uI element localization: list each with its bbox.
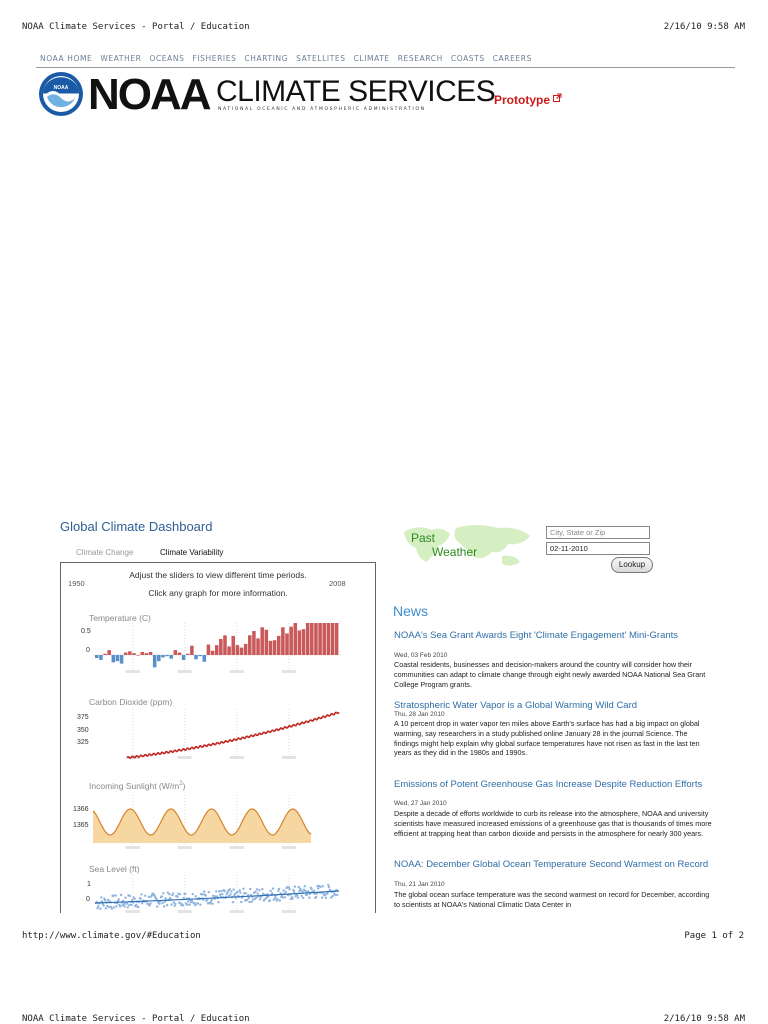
sea-level-point (205, 894, 207, 896)
past-weather-label-2: Weather (432, 545, 478, 559)
sea-level-point (240, 901, 242, 903)
top-nav (40, 54, 532, 63)
news-item-date: Thu, 28 Jan 2010 (394, 711, 445, 718)
co2-graph[interactable] (93, 709, 341, 761)
temperature-bar (248, 635, 252, 655)
sea-level-point (302, 897, 304, 899)
sea-level-point (294, 885, 296, 887)
temperature-bar (273, 640, 277, 655)
temperature-bar (335, 623, 339, 655)
sea-level-point (249, 888, 251, 890)
decade-mark (282, 670, 296, 673)
sea-level-point (131, 899, 133, 901)
sea-level-point (128, 904, 130, 906)
co2-tick-325: 325 (77, 739, 89, 746)
decade-mark (230, 910, 244, 913)
sea-level-point (319, 886, 321, 888)
sea-level-point (113, 906, 115, 908)
temperature-tick-0: 0 (86, 647, 90, 654)
temperature-bar (285, 633, 289, 655)
temperature-bar (198, 655, 202, 656)
sea-level-point (108, 906, 110, 908)
sea-level-point (208, 891, 210, 893)
sea-level-point (279, 899, 281, 901)
sunlight-tick-1366: 1366 (73, 806, 89, 813)
co2-graph-title: Carbon Dioxide (ppm) (89, 697, 173, 707)
sea-level-point (162, 892, 164, 894)
year-start-label: 1950 (68, 579, 85, 588)
temperature-bar (153, 655, 157, 667)
sea-level-point (276, 898, 278, 900)
sea-level-point (288, 888, 290, 890)
sea-level-point (232, 901, 234, 903)
sea-level-point (271, 892, 273, 894)
temperature-bar (211, 651, 215, 655)
sea-level-point (297, 897, 299, 899)
sea-level-point (112, 894, 114, 896)
sunlight-area (93, 809, 311, 843)
sea-level-point (215, 890, 217, 892)
prototype-label: Prototype (494, 93, 551, 107)
sea-level-point (269, 899, 271, 901)
temperature-bar (244, 644, 248, 655)
sea-level-tick-0: 0 (86, 896, 90, 903)
noaa-seal-icon[interactable] (38, 71, 84, 117)
sea-level-point (192, 893, 194, 895)
temperature-bar (289, 627, 293, 655)
temperature-bar (128, 651, 132, 655)
sea-level-point (186, 904, 188, 906)
temperature-bar (112, 655, 116, 662)
sea-level-point (267, 896, 269, 898)
sea-level-point (161, 895, 163, 897)
decade-mark (230, 670, 244, 673)
temperature-bar (194, 655, 198, 659)
print-header-title-page2: NOAA Climate Services - Portal / Education (22, 1014, 250, 1024)
temperature-bar (310, 623, 314, 655)
sea-level-point (239, 889, 241, 891)
print-footer-url: http://www.climate.gov/#Education (22, 931, 201, 941)
temperature-bar (157, 655, 161, 661)
temperature-bar (252, 631, 256, 655)
co2-line (127, 712, 339, 758)
sea-level-point (265, 897, 267, 899)
news-item-body: A 10 percent drop in water vapor ten miles above Earth's surface has had a big impact on global warming, say researchers in a study published online January 28 in the journal Science. The findings might help explain why global surface temperatures have not risen as fast in the last ten years as they did in the 1980s and 1990s. (394, 719, 700, 758)
co2-tick-350: 350 (77, 727, 89, 734)
sea-level-point (174, 903, 176, 905)
temperature-bar (161, 655, 165, 657)
tab-climate-variability[interactable]: Climate Variability (160, 548, 224, 557)
temperature-bar (236, 645, 240, 655)
sea-level-point (195, 895, 197, 897)
temperature-bar (240, 648, 244, 655)
decade-mark (178, 910, 192, 913)
sea-level-point (254, 891, 256, 893)
dashboard-instruction-sliders: Adjust the sliders to view different time periods. (129, 570, 307, 580)
print-header-title: NOAA Climate Services - Portal / Education (22, 22, 250, 32)
sea-level-point (336, 894, 338, 896)
nav-weather[interactable]: WEATHER (100, 54, 142, 63)
temperature-bar (281, 627, 285, 655)
temperature-bar (136, 655, 140, 656)
co2-tick-375: 375 (77, 714, 89, 721)
sea-level-point (220, 890, 222, 892)
sea-level-point (211, 903, 213, 905)
sea-level-point (161, 902, 163, 904)
sea-level-point (104, 899, 106, 901)
sea-level-point (326, 893, 328, 895)
sea-level-point (317, 887, 319, 889)
sea-level-point (258, 889, 260, 891)
sea-level-point (301, 895, 303, 897)
decade-mark (178, 756, 192, 759)
sea-level-point (321, 896, 323, 898)
sea-level-point (120, 894, 122, 896)
nav-careers[interactable]: CAREERS (492, 54, 532, 63)
temperature-bar (116, 655, 120, 661)
sea-level-point (111, 907, 113, 909)
sea-level-point (315, 896, 317, 898)
temperature-bar (120, 655, 124, 664)
sea-level-point (229, 893, 231, 895)
sea-level-point (156, 905, 158, 907)
temperature-bar (306, 623, 310, 655)
temperature-bar (298, 630, 302, 655)
sea-level-point (322, 885, 324, 887)
sea-level-point (115, 905, 117, 907)
temperature-bar (322, 623, 326, 655)
sea-level-point (184, 893, 186, 895)
temperature-bar (327, 623, 331, 655)
decade-mark (282, 910, 296, 913)
nav-climate[interactable]: CLIMATE (353, 54, 390, 63)
temperature-bar (124, 653, 128, 655)
temperature-bar (107, 650, 111, 655)
nav-satellites[interactable]: SATELLITES (296, 54, 346, 63)
decade-mark (282, 756, 296, 759)
temperature-bar (190, 646, 194, 655)
sea-level-point (282, 889, 284, 891)
sea-level-point (191, 900, 193, 902)
news-item-title[interactable]: NOAA: December Global Ocean Temperature Second Warmest on Record (394, 859, 709, 870)
dashboard-panel (60, 562, 376, 913)
temperature-tick-05: 0.5 (81, 628, 91, 635)
temperature-bar (219, 639, 223, 655)
sea-level-point (99, 908, 101, 910)
sea-level-point (140, 893, 142, 895)
sea-level-point (334, 894, 336, 896)
decade-mark (230, 846, 244, 849)
sea-level-point (203, 890, 205, 892)
decade-mark (178, 670, 192, 673)
sea-level-point (245, 892, 247, 894)
sea-level-point (211, 899, 213, 901)
decade-mark (230, 756, 244, 759)
sunlight-tick-1365: 1365 (73, 822, 89, 829)
year-end-label: 2008 (329, 579, 346, 588)
sea-level-point (229, 888, 231, 890)
sea-level-point (218, 890, 220, 892)
news-item-title[interactable]: NOAA's Sea Grant Awards Eight 'Climate Engagement' Mini-Grants (394, 630, 679, 641)
sea-level-point (296, 894, 298, 896)
svg-text:NOAA: NOAA (53, 85, 69, 91)
external-link-icon (553, 93, 562, 102)
temperature-bar (302, 629, 306, 655)
temperature-bar (314, 623, 318, 655)
temperature-bar (231, 636, 235, 655)
past-weather-label-1: Past (411, 531, 436, 545)
sea-level-point (100, 896, 102, 898)
sea-level-point (170, 903, 172, 905)
sea-level-point (236, 891, 238, 893)
temperature-bar (145, 653, 149, 655)
noaa-wordmark[interactable]: NOAA (88, 70, 210, 119)
sea-level-point (127, 906, 129, 908)
sea-level-point (163, 905, 165, 907)
print-header-timestamp: 2/16/10 9:58 AM (663, 22, 745, 32)
sea-level-point (123, 903, 125, 905)
nav-oceans[interactable]: OCEANS (149, 54, 185, 63)
sea-level-point (166, 904, 168, 906)
temperature-bar (165, 655, 169, 656)
sea-level-point (272, 887, 274, 889)
sea-level-point (310, 888, 312, 890)
decade-mark (178, 846, 192, 849)
sea-level-point (284, 896, 286, 898)
location-input[interactable] (546, 526, 650, 539)
sea-level-point (149, 902, 151, 904)
sea-level-point (325, 897, 327, 899)
header-divider (36, 67, 735, 68)
sea-level-point (223, 890, 225, 892)
logo-tagline: NATIONAL OCEANIC AND ATMOSPHERIC ADMINISTRATION (218, 107, 426, 112)
sea-level-point (201, 893, 203, 895)
sea-level-point (255, 897, 257, 899)
sea-level-point (257, 892, 259, 894)
dashboard-title: Global Climate Dashboard (60, 519, 213, 534)
sea-level-point (256, 888, 258, 890)
sea-level-point (328, 886, 330, 888)
sea-level-point (133, 898, 135, 900)
sea-level-point (187, 900, 189, 902)
sea-level-point (304, 890, 306, 892)
sea-level-point (102, 904, 104, 906)
nav-coasts[interactable]: COASTS (450, 54, 485, 63)
sea-level-point (251, 901, 253, 903)
sea-level-point (105, 907, 107, 909)
sea-level-point (129, 895, 131, 897)
temperature-bar (174, 650, 178, 655)
temperature-bar (223, 635, 227, 655)
temperature-bar (149, 652, 153, 655)
sea-level-point (304, 885, 306, 887)
temperature-bar (207, 645, 211, 655)
sea-level-point (179, 893, 181, 895)
temperature-bar (99, 655, 103, 660)
sea-level-graph-title: Sea Level (ft) (89, 864, 140, 874)
sea-level-point (239, 892, 241, 894)
temperature-bar (265, 630, 269, 655)
decade-mark (126, 670, 140, 673)
temperature-bar (132, 653, 136, 655)
climate-services-wordmark[interactable]: CLIMATE SERVICES (216, 75, 496, 108)
lookup-button[interactable]: Lookup (611, 557, 653, 573)
sea-level-point (168, 893, 170, 895)
sea-level-point (332, 895, 334, 897)
temperature-bar (178, 653, 182, 655)
nav-noaa-home[interactable]: NOAA HOME (40, 54, 93, 63)
sea-level-point (139, 898, 141, 900)
temperature-bar (227, 646, 231, 655)
temperature-bar (182, 655, 186, 660)
tab-climate-change[interactable]: Climate Change (76, 548, 134, 557)
sea-level-point (119, 905, 121, 907)
sea-level-point (293, 891, 295, 893)
temperature-graph-title: Temperature (C) (89, 613, 151, 623)
sea-level-point (248, 901, 250, 903)
sea-level-point (219, 893, 221, 895)
temperature-bar (260, 627, 264, 655)
sea-level-point (308, 897, 310, 899)
temperature-bar (203, 655, 207, 662)
decade-mark (126, 910, 140, 913)
sunlight-graph[interactable] (93, 795, 341, 851)
sea-level-point (270, 890, 272, 892)
sea-level-point (282, 896, 284, 898)
temperature-bar (140, 652, 144, 655)
sea-level-point (306, 894, 308, 896)
temperature-bar (215, 645, 219, 655)
sea-level-point (130, 904, 132, 906)
temperature-bar (331, 623, 335, 655)
temperature-bar (186, 654, 190, 655)
temperature-bar (169, 655, 173, 659)
news-item-date: Thu, 21 Jan 2010 (394, 881, 445, 888)
temperature-bar (103, 654, 107, 655)
sea-level-point (177, 896, 179, 898)
sea-level-point (144, 895, 146, 897)
sea-level-point (97, 905, 99, 907)
sea-level-point (124, 897, 126, 899)
temperature-bar (269, 641, 273, 655)
sea-level-point (217, 901, 219, 903)
news-item-body: Despite a decade of efforts worldwide to curb its release into the atmosphere, NOAA and university scientists have measured increased emissions of a greenhouse gas that is thousands of times more efficient at trapping heat than carbon dioxide and persists in the atmosphere for nearly 300 years. (394, 809, 712, 838)
sea-level-point (278, 888, 280, 890)
temperature-bar (256, 638, 260, 655)
sea-level-point (242, 888, 244, 890)
print-footer-page: Page 1 of 2 (684, 931, 744, 941)
sea-level-point (230, 891, 232, 893)
sea-level-point (212, 895, 214, 897)
sea-level-point (189, 903, 191, 905)
news-item-body: Coastal residents, businesses and decision-makers around the country will consider how their communities can adapt to climate change through eight newly awarded NOAA National Sea Grant College Program grants. (394, 660, 706, 689)
decade-mark (126, 846, 140, 849)
news-item-title[interactable]: Stratospheric Water Vapor is a Global Warming Wild Card (394, 700, 638, 711)
sea-level-point (274, 897, 276, 899)
nav-fisheries[interactable]: FISHERIES (192, 54, 237, 63)
sea-level-point (199, 904, 201, 906)
nav-research[interactable]: RESEARCH (397, 54, 443, 63)
sea-level-point (221, 893, 223, 895)
decade-mark (282, 846, 296, 849)
news-heading: News (393, 603, 429, 619)
sea-level-point (262, 893, 264, 895)
sea-level-point (327, 884, 329, 886)
sea-level-point (148, 896, 150, 898)
temperature-graph[interactable] (93, 623, 341, 675)
sea-level-point (259, 898, 261, 900)
prototype-link[interactable] (494, 93, 562, 107)
sunlight-graph-title: Incoming Sunlight $(W/m^2)$ (89, 781, 186, 791)
sea-level-point (261, 888, 263, 890)
news-item-date: Wed, 27 Jan 2010 (394, 800, 447, 807)
dashboard-instruction-click: Click any graph for more information. (148, 588, 288, 598)
news-item-title[interactable]: Emissions of Potent Greenhouse Gas Increase Despite Reduction Efforts (394, 779, 703, 790)
date-input[interactable] (546, 542, 650, 555)
temperature-bar (318, 623, 322, 655)
sea-level-point (232, 888, 234, 890)
nav-charting[interactable]: CHARTING (244, 54, 289, 63)
sea-level-point (182, 904, 184, 906)
news-item-body: The global ocean surface temperature was the second warmest on record for December, according to scientists at NOAA's National Climatic Data Center in (394, 890, 710, 909)
news-item-date: Wed, 03 Feb 2010 (394, 652, 448, 659)
sea-level-point (118, 898, 120, 900)
sea-level-point (313, 890, 315, 892)
sea-level-graph[interactable] (93, 875, 341, 913)
sea-level-point (285, 891, 287, 893)
sea-level-point (158, 903, 160, 905)
sea-level-point (248, 897, 250, 899)
temperature-bar (294, 623, 298, 655)
sea-level-point (137, 906, 139, 908)
sea-level-point (126, 902, 128, 904)
sea-level-point (172, 892, 174, 894)
sea-level-point (115, 894, 117, 896)
sea-level-point (291, 897, 293, 899)
sea-level-point (193, 902, 195, 904)
temperature-bar (95, 655, 99, 658)
sea-level-tick-1: 1 (87, 881, 91, 888)
sea-level-point (124, 905, 126, 907)
temperature-bar (277, 636, 281, 655)
print-header-timestamp-page2: 2/16/10 9:58 AM (663, 1014, 745, 1024)
sea-level-point (197, 902, 199, 904)
